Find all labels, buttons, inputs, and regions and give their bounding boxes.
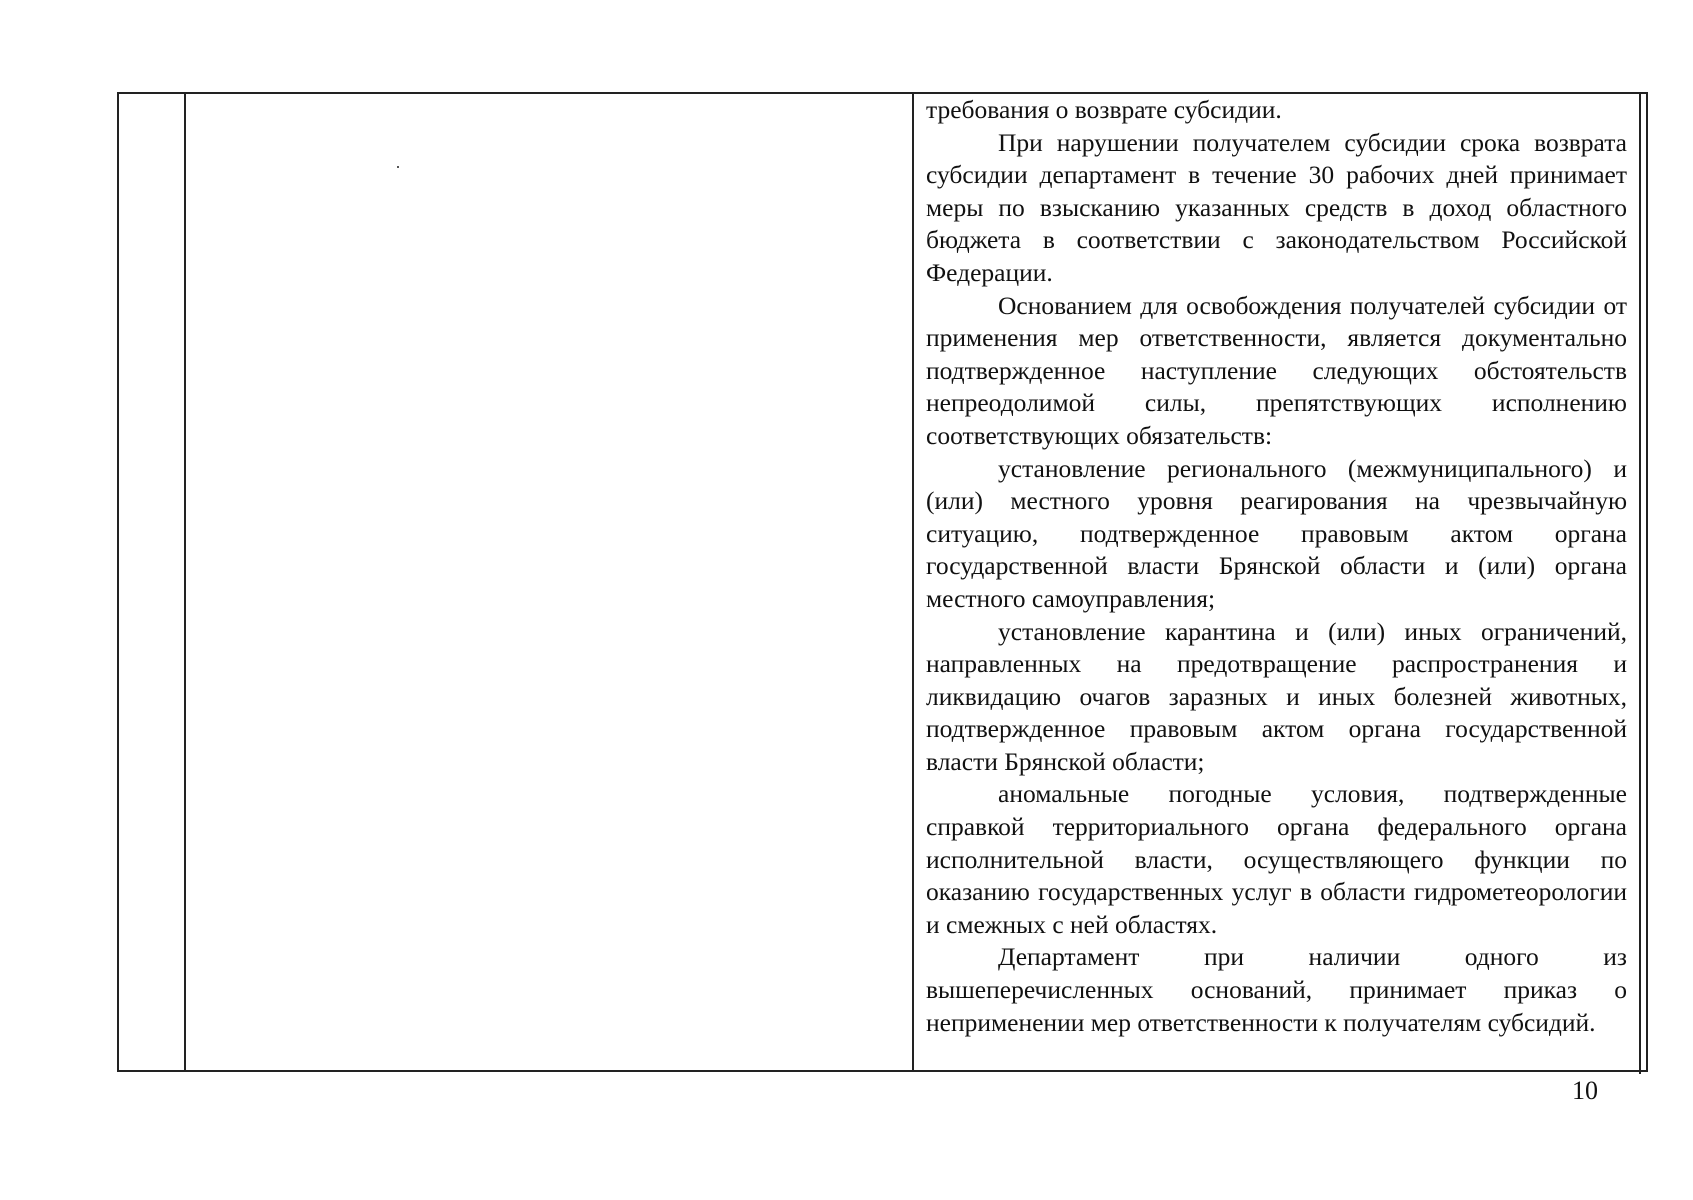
paragraph-emergency: установление регионального (межмуниципального) и (или) местного уровня реагирования на чрезвычайную ситуацию, подтвержденное правовым актом органа государственной власти Брянской области и (или) органа местного самоуправления; <box>926 453 1627 613</box>
document-table <box>117 92 1648 1072</box>
page-number: 10 <box>1572 1076 1598 1105</box>
paragraph-department-order: Департамент при наличии одного из вышеперечисленных оснований, принимает приказ о неприменении мер ответственности к получателям субсидий. <box>926 942 1627 1037</box>
table-column-description <box>186 94 914 1070</box>
paragraph-weather: аномальные погодные условия, подтвержденные справкой территориального органа федерального органа исполнительной власти, осуществляющего функции по оказанию государственных услуг в области гидрометеорологии и смежных с ней областях. <box>926 779 1627 939</box>
table-column-number <box>119 94 186 1070</box>
table-column-text <box>914 94 1641 1074</box>
paragraph-continuation: требования о возврате субсидии. <box>926 95 1282 124</box>
scan-speck <box>397 166 399 168</box>
paragraph-recovery: При нарушении получателем субсидии срока возврата субсидии департамент в течение 30 рабочих дней принимает меры по взысканию указанных средств в доход областного бюджета в соответствии с законодательством Российской Федерации. <box>926 127 1627 287</box>
paragraph-quarantine: установление карантина и (или) иных ограничений, направленных на предотвращение распространения и ликвидацию очагов заразных и иных болезней животных, подтвержденное правовым актом органа государственной власти Брянской области; <box>926 616 1627 776</box>
paragraph-exemption-basis: Основанием для освобождения получателей субсидии от применения мер ответственности, является документально подтвержденное наступление следующих обстоятельств непреодолимой силы, препятствующих исполнению соответствующих обязательств: <box>926 290 1627 450</box>
